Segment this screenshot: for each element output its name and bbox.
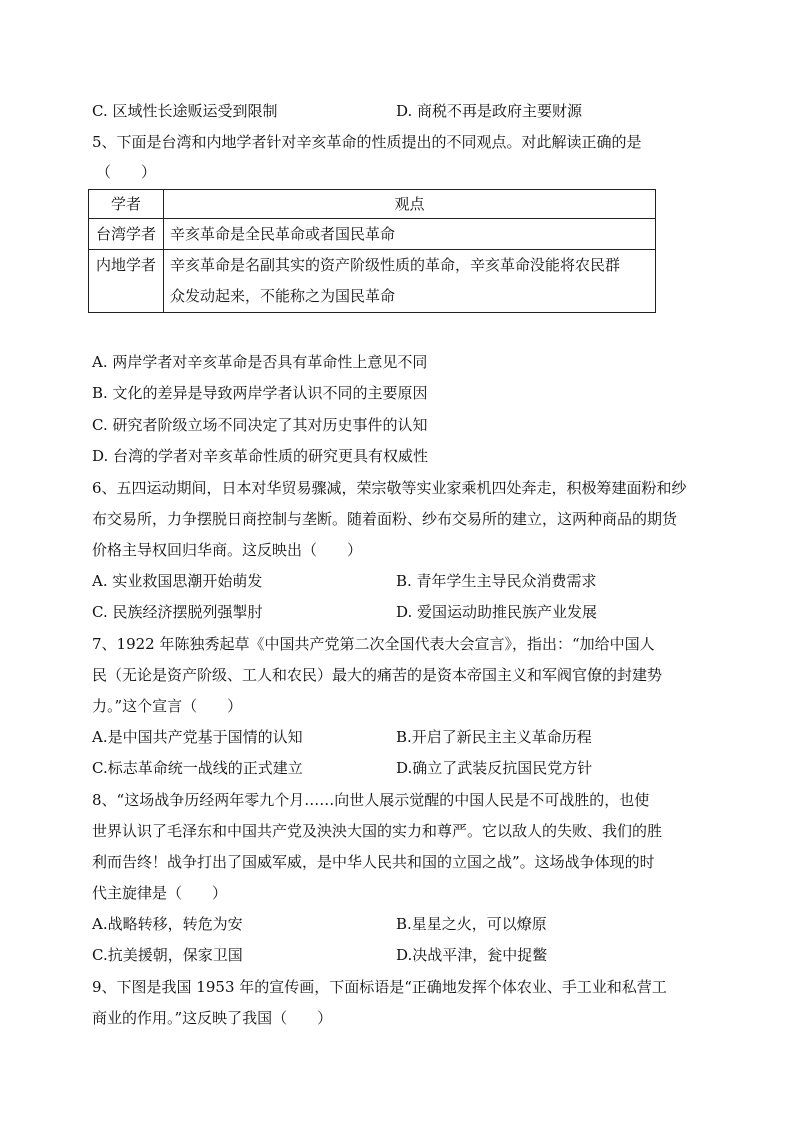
row-taiwan-scholar: 台湾学者 [89,219,164,250]
q5-stem: 5、下面是台湾和内地学者针对辛亥革命的性质提出的不同观点。对此解读正确的是 [92,133,642,151]
row-mainland-view-line1: 辛亥革命是名副其实的资产阶级性质的革命，辛亥革命没能将农民群 [170,256,621,274]
q6-option-b: B. 青年学生主导民众消费需求 [396,572,597,590]
q7-stem-line3: 力。”这个宣言（ ） [92,697,243,715]
table-row [89,250,656,313]
row-mainland-scholar: 内地学者 [89,250,164,313]
q9-stem-line2: 商业的作用。”这反映了我国（ ） [92,1009,333,1027]
table-row [89,219,656,250]
q5-answer-blank: （ ） [96,163,157,181]
q8-stem-line2: 世界认识了毛泽东和中国共产党及泱泱大国的实力和尊严。它以敌人的失败、我们的胜 [92,822,663,840]
q5-option-b: B. 文化的差异是导致两岸学者认识不同的主要原因 [92,384,428,402]
q7-option-a: A.是中国共产党基于国情的认知 [92,728,303,746]
q7-stem-line2: 民（无论是资产阶级、工人和农民）最大的痛苦的是资本帝国主义和军阀官僚的封建势 [92,666,663,684]
q5-option-c: C. 研究者阶级立场不同决定了其对历史事件的认知 [92,416,428,434]
q6-stem-line1: 6、五四运动期间，日本对华贸易骤减，荣宗敬等实业家乘机四处奔走，积极筹建面粉和纱 [92,479,687,497]
q6-stem-line2: 布交易所，力争摆脱日商控制与垄断。随着面粉、纱布交易所的建立，这两种商品的期货 [92,510,678,528]
q5-option-d: D. 台湾的学者对辛亥革命性质的研究更具有权威性 [92,447,429,465]
header-scholar: 学者 [89,190,164,219]
q6-option-d: D. 爱国运动助推民族产业发展 [396,603,598,621]
header-viewpoint: 观点 [164,190,656,219]
row-mainland-view [164,250,656,313]
q4-option-c: C. 区域性长途贩运受到限制 [92,102,278,120]
q9-stem-line1: 9、下图是我国 1953 年的宣传画，下面标语是“正确地发挥个体农业、手工业和私营工 [92,978,667,996]
table-header-row [89,190,656,219]
q5-viewpoint-table [88,189,656,313]
q8-option-c: C.抗美援朝，保家卫国 [92,946,243,964]
q7-option-c: C.标志革命统一战线的正式建立 [92,759,303,777]
q5-option-a: A. 两岸学者对辛亥革命是否具有革命性上意见不同 [92,353,428,371]
q7-option-b: B.开启了新民主主义革命历程 [396,728,592,746]
q8-stem-line1: 8、“这场战争历经两年零九个月……向世人展示觉醒的中国人民是不可战胜的，也使 [92,791,650,809]
q4-option-d: D. 商税不再是政府主要财源 [396,102,583,120]
row-mainland-view-line2: 众发动起来，不能称之为国民革命 [170,287,396,305]
q6-option-c: C. 民族经济摆脱列强掣肘 [92,603,263,621]
q6-stem-line3: 价格主导权回归华商。这反映出（ ） [92,541,363,559]
q8-option-b: B.星星之火，可以燎原 [396,915,547,933]
q8-stem-line3: 利而告终！战争打出了国威军威，是中华人民共和国的立国之战”。这场战争体现的时 [92,853,655,871]
q6-option-a: A. 实业救国思潮开始萌发 [92,572,263,590]
q8-stem-line4: 代主旋律是（ ） [92,884,228,902]
q7-option-d: D.确立了武装反抗国民党方针 [396,759,593,777]
q8-option-d: D.决战平津，瓮中捉鳖 [396,946,548,964]
row-taiwan-view: 辛亥革命是全民革命或者国民革命 [164,219,656,250]
q8-option-a: A.战略转移，转危为安 [92,915,243,933]
q7-stem-line1: 7、1922 年陈独秀起草《中国共产党第二次全国代表大会宣言》，指出：“加给中国人 [92,635,655,653]
